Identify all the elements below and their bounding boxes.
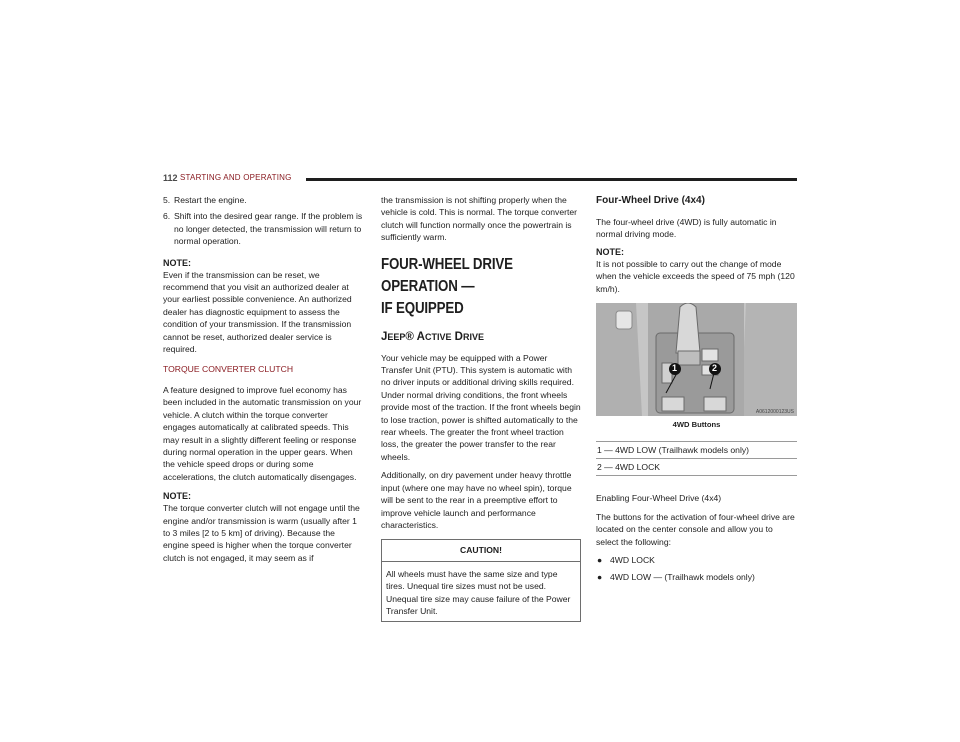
section-heading: JEEP® ACTIVE DRIVE <box>381 330 484 343</box>
page-number: 112 <box>163 173 178 183</box>
note-text: The torque converter clutch will not engage until the engine and/or transmission is warm (usually after 1 to 3 miles [2 to 5 km] of driving). Because the engine speed is higher when the torque converter clutch is not engaged, it may seem as if <box>163 503 360 563</box>
caution-text: All wheels must have the same size and type tires. Unequal tire sizes must not be used. Unequal tire size may cause failure of the Power Transfer Unit. <box>386 568 571 616</box>
figure-caption: 4WD Buttons <box>672 420 721 430</box>
legend-row: 1 — 4WD LOW (Trailhawk models only) <box>596 442 797 459</box>
paragraph: The four-wheel drive (4WD) is fully automatic in normal driving mode. <box>596 217 777 240</box>
step-item: 6. Shift into the desired gear range. If the problem is no longer detected, the transmission will return to normal operation. <box>163 211 363 247</box>
subheading: TORQUE CONVERTER CLUTCH <box>163 364 294 375</box>
paragraph: Additionally, on dry pavement under heavy throttle input (where one may have no wheel spin), torque will be sent to the rear in a preemptive effort to improve vehicle launch and performance characteristics. <box>381 470 572 530</box>
step-item: 5. Restart the engine. <box>163 195 247 205</box>
paragraph: the transmission is not shifting properly when the vehicle is cold. This is normal. The torque converter clutch will function normally once the powertrain is sufficiently warm. <box>381 195 577 243</box>
note-text: It is not possible to carry out the change of mode when the vehicle exceeds the speed of 75 mph (120 km/h). <box>596 258 795 294</box>
section-heading: Four-Wheel Drive (4x4) <box>596 195 705 206</box>
column-middle <box>381 194 581 622</box>
caution-box <box>381 539 581 622</box>
console-illustration <box>596 303 797 416</box>
legend-table <box>596 441 797 476</box>
header-rule <box>306 178 797 181</box>
page-header <box>163 172 797 184</box>
subheading: Enabling Four-Wheel Drive (4x4) <box>596 493 722 504</box>
paragraph: A feature designed to improve fuel economy has been included in the automatic transmission on your vehicle. A clutch within the torque converter engages automatically at calibrated speeds. This may result in a slightly different feeling or response during normal operation in the upper gears. When the vehicle speed drops or during some accelerations, the clutch automatically disengages. <box>163 384 362 482</box>
list-item: ● 4WD LOCK <box>597 555 655 566</box>
column-left <box>163 194 363 572</box>
4wd-buttons-figure: 1 2 A0612000123US <box>596 303 797 416</box>
note-label: NOTE: <box>163 491 191 502</box>
note-label: NOTE: <box>596 246 624 257</box>
note-label: NOTE: <box>163 257 191 268</box>
figure-code: A0612000123US <box>755 409 794 416</box>
list-item: ● 4WD LOW — (Trailhawk models only) <box>597 572 755 583</box>
legend-row: 2 — 4WD LOCK <box>596 459 797 476</box>
chapter-heading: FOUR-WHEEL DRIVE OPERATION — IF EQUIPPED <box>381 255 513 317</box>
column-right <box>596 194 797 589</box>
bullet-icon: ● <box>597 572 603 583</box>
paragraph: Your vehicle may be equipped with a Power Transfer Unit (PTU). This system is automatic with no driver inputs or additional driving skills required. Under normal driving conditions, the front wheels provide most of the traction. If the front wheels begin to lose traction, power is shifted automatically to the rear wheels. The greater the front wheel traction loss, the greater the power transfer to the rear wheels. <box>381 352 581 462</box>
bullet-icon: ● <box>597 555 603 566</box>
caution-heading: CAUTION! <box>382 540 580 561</box>
note-text: Even if the transmission can be reset, we recommend that you visit an authorized dealer at your earliest possible convenience. An authorized dealer has diagnostic equipment to assess the condition of your transmission. If the transmission cannot be reset, authorized dealer service is required. <box>163 269 352 355</box>
paragraph: The buttons for the activation of four-wheel drive are located on the center console and allow you to select the following: <box>596 511 795 547</box>
section-title: STARTING AND OPERATING <box>180 173 292 182</box>
